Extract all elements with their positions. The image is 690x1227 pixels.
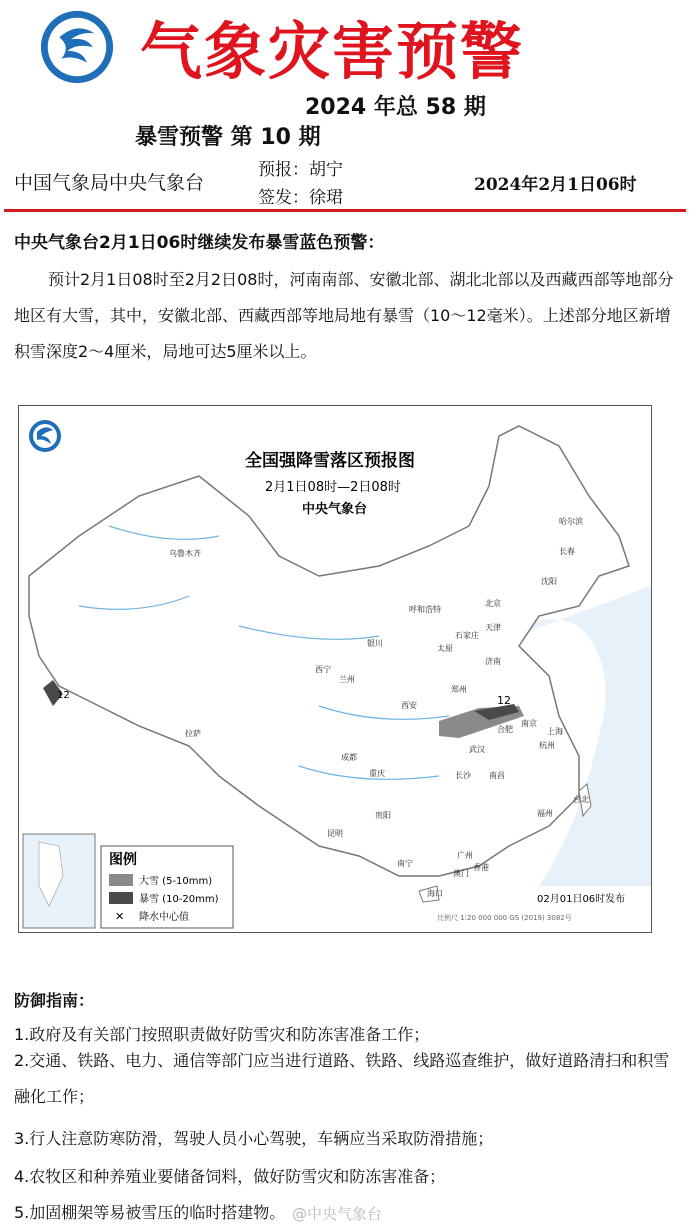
- svg-text:福州: 福州: [537, 809, 553, 818]
- svg-text:图例: 图例: [109, 852, 137, 868]
- guide-item: 4.农牧区和种养殖业要储备饲料，做好防雪灾和防冻害准备；: [14, 1167, 446, 1186]
- map-issuer: 中央气象台: [302, 502, 368, 517]
- guide-item: 1.政府及有关部门按照职责做好防雪灾和防冻害准备工作；: [14, 1025, 430, 1044]
- svg-text:济南: 济南: [485, 657, 501, 666]
- svg-text:拉萨: 拉萨: [185, 729, 201, 738]
- svg-text:长春: 长春: [559, 547, 575, 556]
- svg-text:乌鲁木齐: 乌鲁木齐: [169, 549, 201, 558]
- svg-text:南宁: 南宁: [397, 859, 413, 868]
- svg-text:沈阳: 沈阳: [541, 577, 557, 586]
- map-time-range: 2月1日08时—2日08时: [265, 480, 401, 495]
- document-title: 气象灾害预警: [140, 15, 525, 88]
- cma-logo: [38, 8, 116, 86]
- svg-text:✕: ✕: [115, 910, 125, 923]
- svg-text:澳门: 澳门: [453, 869, 469, 878]
- svg-text:上海: 上海: [547, 727, 563, 736]
- svg-text:昆明: 昆明: [327, 829, 343, 838]
- forecaster: 预报：胡宁: [258, 160, 343, 180]
- svg-text:北京: 北京: [485, 599, 501, 608]
- svg-text:南京: 南京: [521, 719, 537, 728]
- forecaster-block: [258, 156, 343, 212]
- issue-date: 2024年2月1日06时: [474, 175, 637, 195]
- watermark: @中央气象台: [292, 1205, 383, 1223]
- svg-text:大雪 (5-10mm): 大雪 (5-10mm): [139, 876, 213, 887]
- svg-text:西安: 西安: [401, 701, 417, 710]
- svg-text:兰州: 兰州: [339, 675, 355, 684]
- map-published: 02月01日06时发布: [537, 894, 626, 905]
- snowfall-forecast-map: [18, 405, 652, 933]
- map-scale: 比例尺 1:20 000 000 GS (2019) 3082号: [437, 914, 572, 922]
- agency-name: 中国气象局中央气象台: [14, 172, 205, 194]
- svg-text:石家庄: 石家庄: [455, 631, 479, 640]
- svg-text:广州: 广州: [457, 851, 473, 860]
- svg-text:太原: 太原: [437, 644, 453, 653]
- svg-text:长沙: 长沙: [455, 771, 471, 780]
- svg-text:银川: 银川: [367, 639, 383, 648]
- svg-text:海口: 海口: [427, 889, 443, 898]
- svg-text:武汉: 武汉: [469, 745, 485, 754]
- signer: 签发：徐珺: [258, 188, 343, 208]
- svg-text:天津: 天津: [485, 623, 501, 632]
- svg-text:台北: 台北: [573, 795, 589, 804]
- warning-paragraph: 预计2月1日08时至2月2日08时，河南南部、安徽北部、湖北北部以及西藏西部等地部分地区有大雪，其中，安徽北部、西藏西部等地局地有暴雪（10～12毫米）。上述部分地区新增积雪深度2～4厘米，局地可达5厘米以上。: [14, 270, 674, 361]
- svg-text:哈尔滨: 哈尔滨: [559, 517, 583, 526]
- svg-text:贵阳: 贵阳: [375, 811, 391, 820]
- issue-number: 2024 年总 58 期: [305, 95, 486, 120]
- warning-headline: 中央气象台2月1日06时继续发布暴雪蓝色预警：: [14, 233, 385, 253]
- svg-text:合肥: 合肥: [497, 725, 513, 734]
- guide-item: 5.加固棚架等易被雪压的临时搭建物。: [14, 1203, 286, 1222]
- svg-text:郑州: 郑州: [451, 685, 467, 694]
- svg-text:呼和浩特: 呼和浩特: [409, 605, 441, 614]
- svg-text:香港: 香港: [473, 863, 489, 872]
- header-divider: [4, 209, 686, 212]
- guide-heading: 防御指南：: [14, 991, 95, 1010]
- svg-text:暴雪 (10-20mm): 暴雪 (10-20mm): [139, 894, 219, 905]
- svg-text:南昌: 南昌: [489, 771, 505, 780]
- precip-center-label: 12: [497, 694, 511, 707]
- sub-issue-number: 暴雪预警 第 10 期: [135, 125, 321, 150]
- svg-text:成都: 成都: [341, 753, 357, 762]
- guide-item: 3.行人注意防寒防滑，驾驶人员小心驾驶，车辆应当采取防滑措施；: [14, 1129, 494, 1148]
- precip-center-label-tibet: 12: [57, 690, 70, 701]
- map-title: 全国强降雪落区预报图: [245, 451, 415, 471]
- map-svg: [19, 406, 651, 932]
- guide-item: 2.交通、铁路、电力、通信等部门应当进行道路、铁路、线路巡查维护，做好道路清扫和积雪融化工作；: [14, 1051, 670, 1106]
- svg-text:降水中心值: 降水中心值: [139, 912, 189, 923]
- svg-text:重庆: 重庆: [369, 769, 385, 778]
- svg-text:杭州: 杭州: [539, 741, 555, 750]
- svg-text:西宁: 西宁: [315, 665, 331, 674]
